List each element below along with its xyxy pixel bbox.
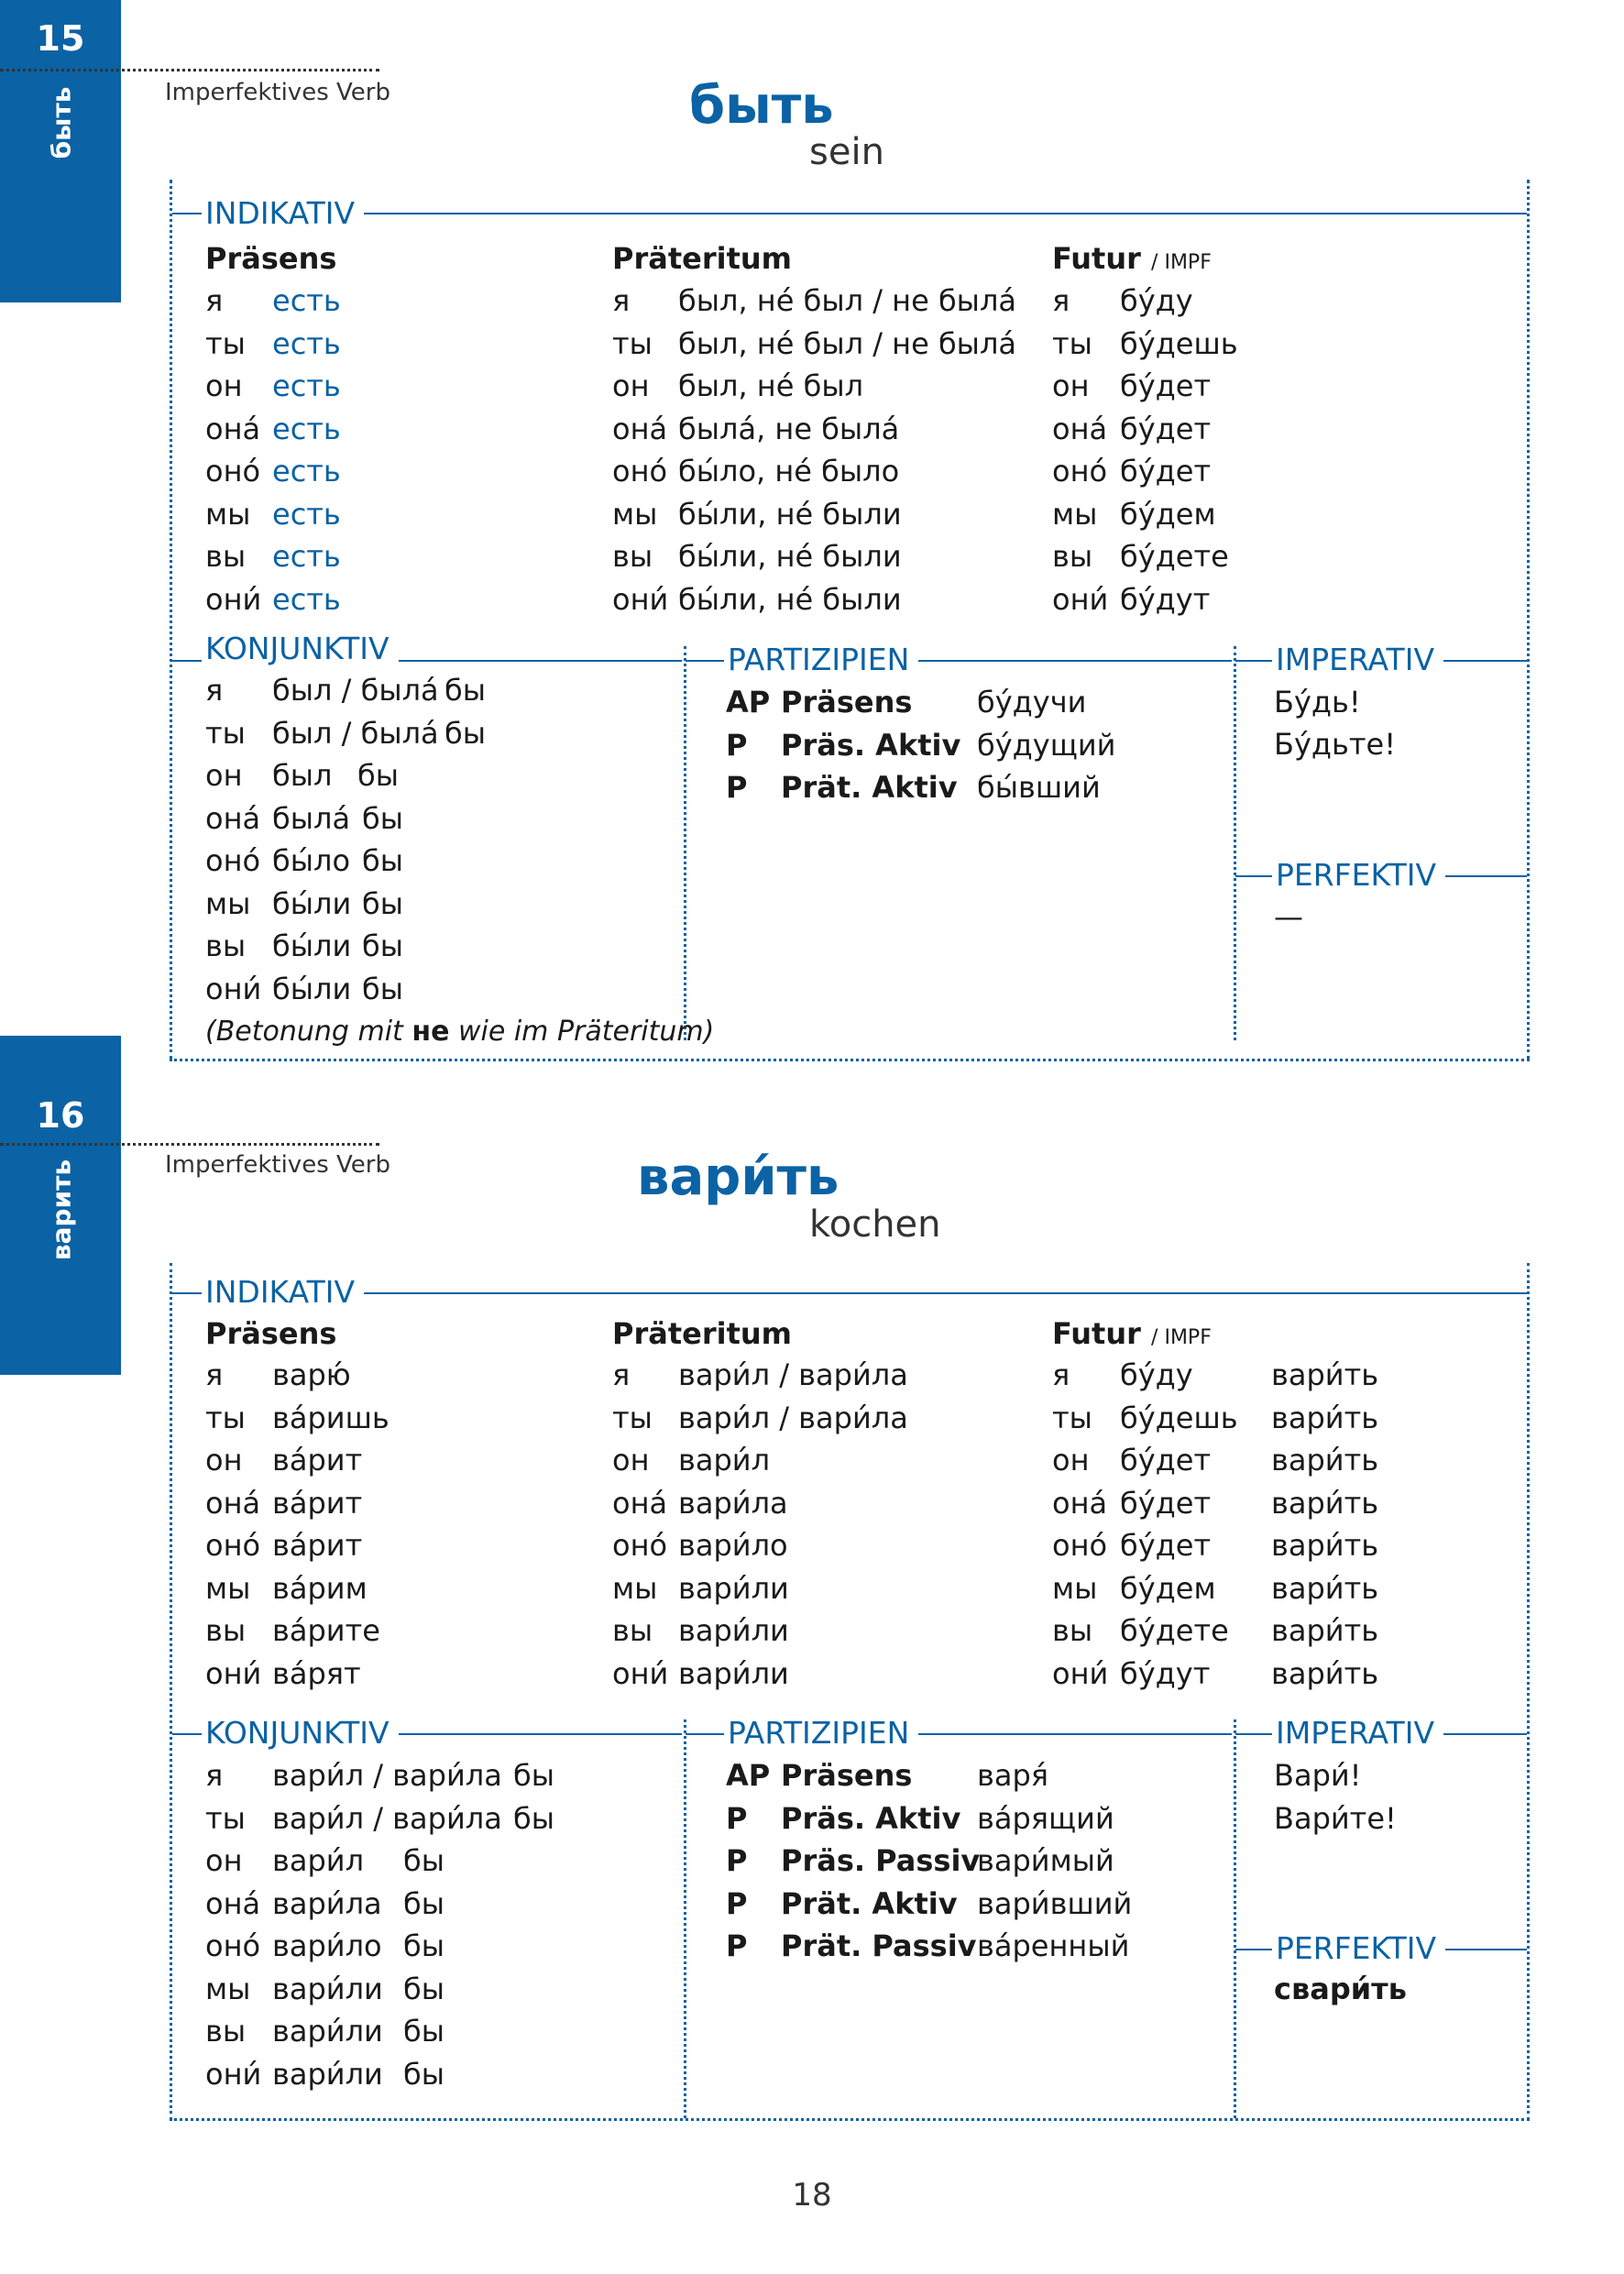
- praeteritum-form: бы́ли, не́ были: [678, 497, 902, 532]
- futur-form: бу́дет: [1120, 412, 1212, 446]
- konjunktiv-particle: бы: [403, 1843, 444, 1878]
- pronoun: ты: [1052, 326, 1092, 361]
- pronoun: он: [612, 368, 650, 403]
- perfektiv-label: PERFEKTIV: [1272, 1930, 1445, 1967]
- konjunktiv-particle: бы: [357, 758, 399, 793]
- partizip-type: P: [726, 770, 748, 805]
- praeteritum-form: бы́ли, не́ были: [678, 539, 902, 574]
- pronoun: вы: [1052, 1613, 1093, 1648]
- konjunktiv-particle: бы: [403, 1972, 444, 2006]
- pronoun: он: [1052, 368, 1090, 403]
- entry-number: 16: [36, 1095, 85, 1136]
- futur-aux: бу́дешь: [1120, 1401, 1238, 1435]
- konjunktiv-particle: бы: [513, 1758, 554, 1793]
- pronoun: она́: [1052, 1486, 1108, 1521]
- konjunktiv-note: (Betonung mit не wie im Präteritum): [205, 1016, 715, 1048]
- pronoun: ты: [1052, 1401, 1092, 1435]
- futur-form: бу́дут: [1120, 582, 1211, 617]
- column-divider: [1234, 1719, 1236, 2118]
- futur-infinitive: вари́ть: [1271, 1486, 1379, 1521]
- partizip-form: бы́вший: [977, 770, 1101, 805]
- futur-form: бу́ду: [1120, 283, 1193, 318]
- pronoun: оно́: [612, 1528, 668, 1563]
- praeteritum-form: был, не́ был: [678, 368, 864, 403]
- partizip-name: Prät. Passiv: [781, 1928, 977, 1963]
- futur-infinitive: вари́ть: [1271, 1357, 1379, 1392]
- entry-tab-word: варить: [46, 1159, 77, 1261]
- pronoun: оно́: [205, 454, 261, 489]
- partizip-type: P: [726, 728, 748, 763]
- praesens-form: есть: [272, 582, 341, 617]
- partizip-form: вари́мый: [977, 1843, 1114, 1878]
- pronoun: вы: [205, 1613, 247, 1648]
- praeteritum-form: бы́ли, не́ были: [678, 582, 902, 617]
- partizip-name: Präsens: [781, 685, 913, 720]
- entry-15-tab: [0, 0, 121, 302]
- pronoun: мы: [612, 1571, 658, 1606]
- pronoun: я: [1052, 1357, 1070, 1392]
- futur-infinitive: вари́ть: [1271, 1656, 1379, 1691]
- praesens-form: ва́рят: [272, 1656, 361, 1691]
- partizip-name: Prät. Aktiv: [781, 1886, 958, 1921]
- praeteritum-form: вари́ли: [678, 1613, 789, 1648]
- praesens-form: ва́рим: [272, 1571, 368, 1606]
- verb-type: Imperfektives Verb: [165, 79, 390, 106]
- futur-aux: бу́дет: [1120, 1486, 1212, 1521]
- pronoun: я: [612, 1357, 631, 1392]
- partizip-form: варя́: [977, 1758, 1049, 1793]
- praesens-form: есть: [272, 412, 341, 446]
- praeteritum-form: вари́ли: [678, 1656, 789, 1691]
- verb-translation: kochen: [809, 1203, 941, 1246]
- imperativ-form: Бу́дь!: [1274, 685, 1361, 720]
- futur-aux: бу́дете: [1120, 1613, 1229, 1648]
- column-divider: [684, 1719, 686, 2118]
- konjunktiv-form: вари́л / вари́ла: [272, 1758, 502, 1793]
- imperativ-form: Вари́те!: [1274, 1801, 1397, 1836]
- pronoun: я: [205, 1758, 224, 1793]
- frame-right: [1527, 180, 1530, 1060]
- pronoun: он: [1052, 1443, 1090, 1478]
- partizip-form: ва́рящий: [977, 1801, 1114, 1836]
- pronoun: ты: [205, 1801, 246, 1836]
- partizip-form: вари́вший: [977, 1886, 1133, 1921]
- partizipien-label: PARTIZIPIEN: [724, 642, 918, 678]
- praesens-form: ва́ришь: [272, 1401, 390, 1435]
- konjunktiv-particle: бы: [513, 1801, 554, 1836]
- praesens-form: есть: [272, 539, 341, 574]
- imperativ-form: Бу́дьте!: [1274, 727, 1397, 762]
- futur-form: бу́дете: [1120, 539, 1229, 574]
- pronoun: он: [612, 1443, 650, 1478]
- partizip-name: Prät. Aktiv: [781, 770, 958, 805]
- pronoun: вы: [612, 1613, 653, 1648]
- verb-type: Imperfektives Verb: [165, 1151, 390, 1179]
- pronoun: она́: [205, 412, 261, 446]
- pronoun: он: [205, 1443, 243, 1478]
- pronoun: они́: [205, 972, 262, 1006]
- pronoun: оно́: [1052, 454, 1108, 489]
- konjunktiv-particle: бы: [362, 801, 403, 836]
- partizip-name: Präs. Aktiv: [781, 728, 961, 763]
- konjunktiv-form: вари́ли: [272, 2014, 383, 2049]
- partizip-type: P: [726, 1843, 748, 1878]
- partizip-form: бу́дучи: [977, 685, 1087, 720]
- verb-title: вари́ть: [637, 1148, 839, 1207]
- futur-aux: бу́ду: [1120, 1357, 1193, 1392]
- divider: [0, 1143, 379, 1146]
- praeteritum-form: вари́ла: [678, 1486, 788, 1521]
- konjunktiv-form: бы́ли: [272, 972, 352, 1006]
- verb-translation: sein: [809, 131, 884, 173]
- pronoun: они́: [205, 1656, 262, 1691]
- pronoun: ты: [205, 716, 246, 751]
- praesens-header: Präsens: [205, 1316, 337, 1351]
- konjunktiv-form: был / была́: [272, 716, 439, 751]
- konjunktiv-form: вари́л: [272, 1843, 365, 1878]
- pronoun: мы: [205, 497, 251, 532]
- praeteritum-header: Präteritum: [612, 1316, 792, 1351]
- partizipien-label: PARTIZIPIEN: [724, 1715, 918, 1752]
- pronoun: мы: [1052, 497, 1098, 532]
- konjunktiv-particle: бы: [362, 886, 403, 921]
- pronoun: оно́: [612, 454, 668, 489]
- praeteritum-form: вари́л / вари́ла: [678, 1357, 908, 1392]
- partizip-type: P: [726, 1801, 748, 1836]
- futur-header: Futur / IMPF: [1052, 241, 1212, 276]
- konjunktiv-form: бы́ли: [272, 928, 352, 963]
- column-divider: [1234, 646, 1236, 1040]
- perfektiv-form: свари́ть: [1274, 1972, 1407, 2006]
- konjunktiv-form: был: [272, 758, 333, 793]
- indikativ-label: INDIKATIV: [202, 1274, 364, 1311]
- praeteritum-header: Präteritum: [612, 241, 792, 276]
- partizip-name: Präs. Aktiv: [781, 1801, 961, 1836]
- pronoun: я: [612, 283, 631, 318]
- konjunktiv-particle: бы: [403, 2057, 444, 2092]
- partizip-form: бу́дущий: [977, 728, 1116, 763]
- entry-16-tab: [0, 1036, 121, 1375]
- praesens-form: варю́: [272, 1357, 351, 1392]
- pronoun: он: [205, 1843, 243, 1878]
- konjunktiv-form: бы́ли: [272, 886, 352, 921]
- pronoun: оно́: [1052, 1528, 1108, 1563]
- konjunktiv-form: вари́ли: [272, 2057, 383, 2092]
- futur-infinitive: вари́ть: [1271, 1401, 1379, 1435]
- konjunktiv-particle: бы: [403, 1886, 444, 1921]
- partizip-type: AP: [726, 1758, 771, 1793]
- konjunktiv-particle: бы: [403, 1928, 444, 1963]
- entry-tab-word: быть: [46, 86, 77, 159]
- pronoun: оно́: [205, 1528, 261, 1563]
- futur-form: бу́дешь: [1120, 326, 1238, 361]
- pronoun: оно́: [205, 843, 261, 878]
- column-divider: [684, 646, 686, 1040]
- praesens-form: есть: [272, 454, 341, 489]
- pronoun: оно́: [205, 1928, 261, 1963]
- praeteritum-form: был, не́ был / не была́: [678, 326, 1016, 361]
- futur-form: бу́дет: [1120, 454, 1212, 489]
- pronoun: ты: [612, 326, 653, 361]
- pronoun: они́: [612, 1656, 669, 1691]
- pronoun: вы: [205, 539, 247, 574]
- partizip-type: AP: [726, 685, 771, 720]
- entry-number: 15: [36, 18, 85, 59]
- pronoun: мы: [205, 1571, 251, 1606]
- praeteritum-form: бы́ло, не́ было: [678, 454, 900, 489]
- konjunktiv-form: вари́ло: [272, 1928, 382, 1963]
- pronoun: она́: [205, 1886, 261, 1921]
- pronoun: они́: [205, 582, 262, 617]
- pronoun: они́: [1052, 1656, 1109, 1691]
- futur-infinitive: вари́ть: [1271, 1528, 1379, 1563]
- pronoun: я: [1052, 283, 1070, 318]
- frame-bottom: [170, 2118, 1530, 2121]
- partizip-name: Präsens: [781, 1758, 913, 1793]
- frame-left: [170, 1263, 172, 2120]
- pronoun: она́: [205, 1486, 261, 1521]
- pronoun: вы: [205, 928, 247, 963]
- praeteritum-form: вари́ло: [678, 1528, 788, 1563]
- partizip-type: P: [726, 1886, 748, 1921]
- pronoun: ты: [612, 1401, 653, 1435]
- pronoun: ты: [205, 1401, 246, 1435]
- pronoun: вы: [205, 2014, 247, 2049]
- praesens-header: Präsens: [205, 241, 337, 276]
- pronoun: они́: [205, 2057, 262, 2092]
- pronoun: я: [205, 283, 224, 318]
- futur-aux: бу́дет: [1120, 1443, 1212, 1478]
- pronoun: она́: [612, 412, 668, 446]
- praesens-form: ва́рите: [272, 1613, 380, 1648]
- praeteritum-form: вари́ли: [678, 1571, 789, 1606]
- pronoun: вы: [612, 539, 653, 574]
- futur-infinitive: вари́ть: [1271, 1443, 1379, 1478]
- konjunktiv-particle: бы: [444, 716, 486, 751]
- pronoun: они́: [612, 582, 669, 617]
- konjunktiv-particle: бы: [362, 843, 403, 878]
- konjunktiv-label: KONJUNKTIV: [202, 1715, 399, 1752]
- imperativ-label: IMPERATIV: [1272, 642, 1443, 678]
- praeteritum-form: был, не́ был / не была́: [678, 283, 1016, 318]
- konjunktiv-particle: бы: [362, 928, 403, 963]
- pronoun: ты: [205, 326, 246, 361]
- praesens-form: ва́рит: [272, 1443, 363, 1478]
- pronoun: мы: [1052, 1571, 1098, 1606]
- pronoun: вы: [1052, 539, 1093, 574]
- futur-aux: бу́дут: [1120, 1656, 1211, 1691]
- perfektiv-label: PERFEKTIV: [1272, 857, 1445, 894]
- konjunktiv-form: вари́ла: [272, 1886, 382, 1921]
- konjunktiv-form: был / была́: [272, 673, 439, 708]
- konjunktiv-form: была́: [272, 801, 351, 836]
- futur-aux: бу́дем: [1120, 1571, 1216, 1606]
- futur-form: бу́дет: [1120, 368, 1212, 403]
- pronoun: она́: [1052, 412, 1108, 446]
- imperativ-form: Вари́!: [1274, 1758, 1362, 1793]
- futur-form: бу́дем: [1120, 497, 1216, 532]
- konjunktiv-particle: бы: [362, 972, 403, 1006]
- verb-title: быть: [689, 76, 834, 136]
- frame-right: [1527, 1263, 1530, 2120]
- futur-aux: бу́дет: [1120, 1528, 1212, 1563]
- praeteritum-form: вари́л: [678, 1443, 771, 1478]
- praesens-form: есть: [272, 283, 341, 318]
- futur-infinitive: вари́ть: [1271, 1571, 1379, 1606]
- perfektiv-form: —: [1274, 899, 1303, 934]
- praesens-form: есть: [272, 497, 341, 532]
- partizip-form: ва́ренный: [977, 1928, 1130, 1963]
- pronoun: он: [205, 758, 243, 793]
- indikativ-rule: [172, 1292, 1527, 1294]
- praesens-form: ва́рит: [272, 1486, 363, 1521]
- konjunktiv-particle: бы: [444, 673, 486, 708]
- indikativ-rule: [172, 213, 1527, 214]
- konjunktiv-label: KONJUNKTIV: [202, 631, 399, 667]
- konjunktiv-form: бы́ло: [272, 843, 351, 878]
- futur-header: Futur / IMPF: [1052, 1316, 1212, 1351]
- pronoun: они́: [1052, 582, 1109, 617]
- pronoun: он: [205, 368, 243, 403]
- futur-infinitive: вари́ть: [1271, 1613, 1379, 1648]
- frame-left: [170, 180, 172, 1060]
- divider: [0, 69, 379, 71]
- pronoun: мы: [612, 497, 658, 532]
- page-number: 18: [792, 2177, 832, 2214]
- partizip-name: Präs. Passiv: [781, 1843, 981, 1878]
- imperativ-label: IMPERATIV: [1272, 1715, 1443, 1752]
- indikativ-label: INDIKATIV: [202, 195, 364, 232]
- pronoun: я: [205, 673, 224, 708]
- konjunktiv-form: вари́л / вари́ла: [272, 1801, 502, 1836]
- partizip-type: P: [726, 1928, 748, 1963]
- konjunktiv-particle: бы: [403, 2014, 444, 2049]
- praesens-form: ва́рит: [272, 1528, 363, 1563]
- pronoun: она́: [205, 801, 261, 836]
- praesens-form: есть: [272, 326, 341, 361]
- frame-bottom: [170, 1059, 1530, 1061]
- praeteritum-form: вари́л / вари́ла: [678, 1401, 908, 1435]
- pronoun: мы: [205, 1972, 251, 2006]
- pronoun: она́: [612, 1486, 668, 1521]
- pronoun: мы: [205, 886, 251, 921]
- praeteritum-form: была́, не была́: [678, 412, 900, 446]
- pronoun: я: [205, 1357, 224, 1392]
- praesens-form: есть: [272, 368, 341, 403]
- konjunktiv-form: вари́ли: [272, 1972, 383, 2006]
